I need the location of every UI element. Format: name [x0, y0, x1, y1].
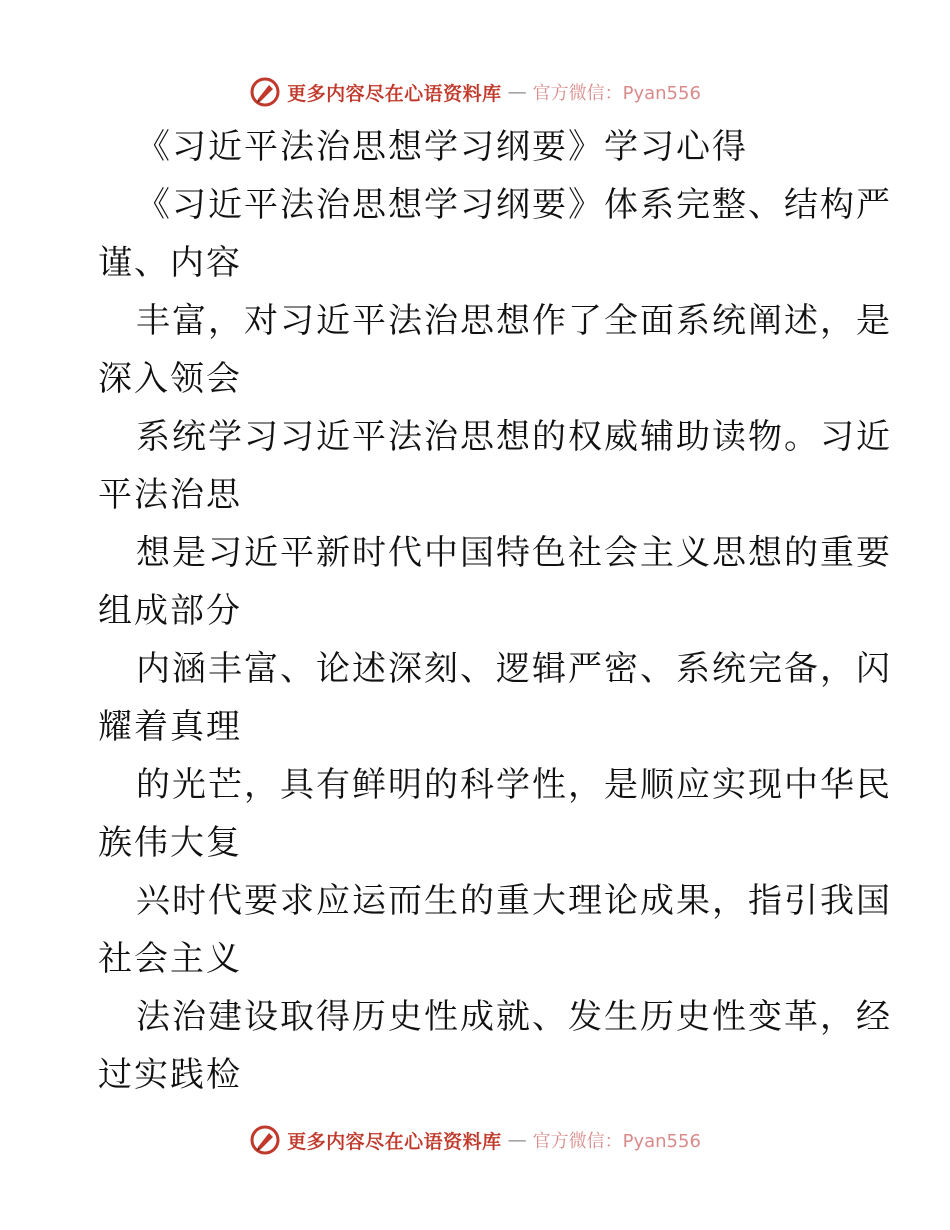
pen-nib-logo-icon — [249, 1124, 281, 1156]
text-line: 《习近平法治思想学习纲要》体系完整、结构严 — [136, 185, 892, 225]
text-line: 内涵丰富、论述深刻、逻辑严密、系统完备，闪 — [136, 649, 892, 689]
text-line: 想是习近平新时代中国特色社会主义思想的重要 — [136, 533, 892, 573]
document-title: 《习近平法治思想学习纲要》学习心得 — [136, 127, 748, 167]
text-line: 谨、内容 — [98, 243, 242, 283]
pen-nib-logo-icon — [249, 76, 281, 108]
banner-separator: — — [507, 1129, 527, 1151]
text-line: 丰富，对习近平法治思想作了全面系统阐述，是 — [136, 301, 892, 341]
text-line: 系统学习习近平法治思想的权威辅助读物。习近 — [136, 417, 892, 457]
banner-text: 更多内容尽在心语资料库 — [287, 1130, 502, 1153]
text-line: 深入领会 — [98, 359, 242, 399]
footer-banner — [0, 1120, 950, 1160]
header-banner — [0, 72, 950, 112]
banner-text: 更多内容尽在心语资料库 — [287, 82, 502, 105]
text-line: 法治建设取得历史性成就、发生历史性变革，经 — [136, 997, 892, 1037]
text-line: 组成部分 — [98, 591, 242, 631]
text-line: 兴时代要求应运而生的重大理论成果，指引我国 — [136, 881, 892, 921]
text-line: 耀着真理 — [98, 707, 242, 747]
text-line: 过实践检 — [98, 1055, 242, 1095]
banner-contact: 官方微信：Pyan556 — [532, 1131, 701, 1152]
banner-contact: 官方微信：Pyan556 — [532, 83, 701, 104]
text-line: 的光芒，具有鲜明的科学性，是顺应实现中华民 — [136, 765, 892, 805]
text-line: 族伟大复 — [98, 823, 242, 863]
banner-separator: — — [507, 81, 527, 103]
document-body — [98, 118, 892, 1104]
text-line: 平法治思 — [98, 475, 242, 515]
text-line: 社会主义 — [98, 939, 242, 979]
